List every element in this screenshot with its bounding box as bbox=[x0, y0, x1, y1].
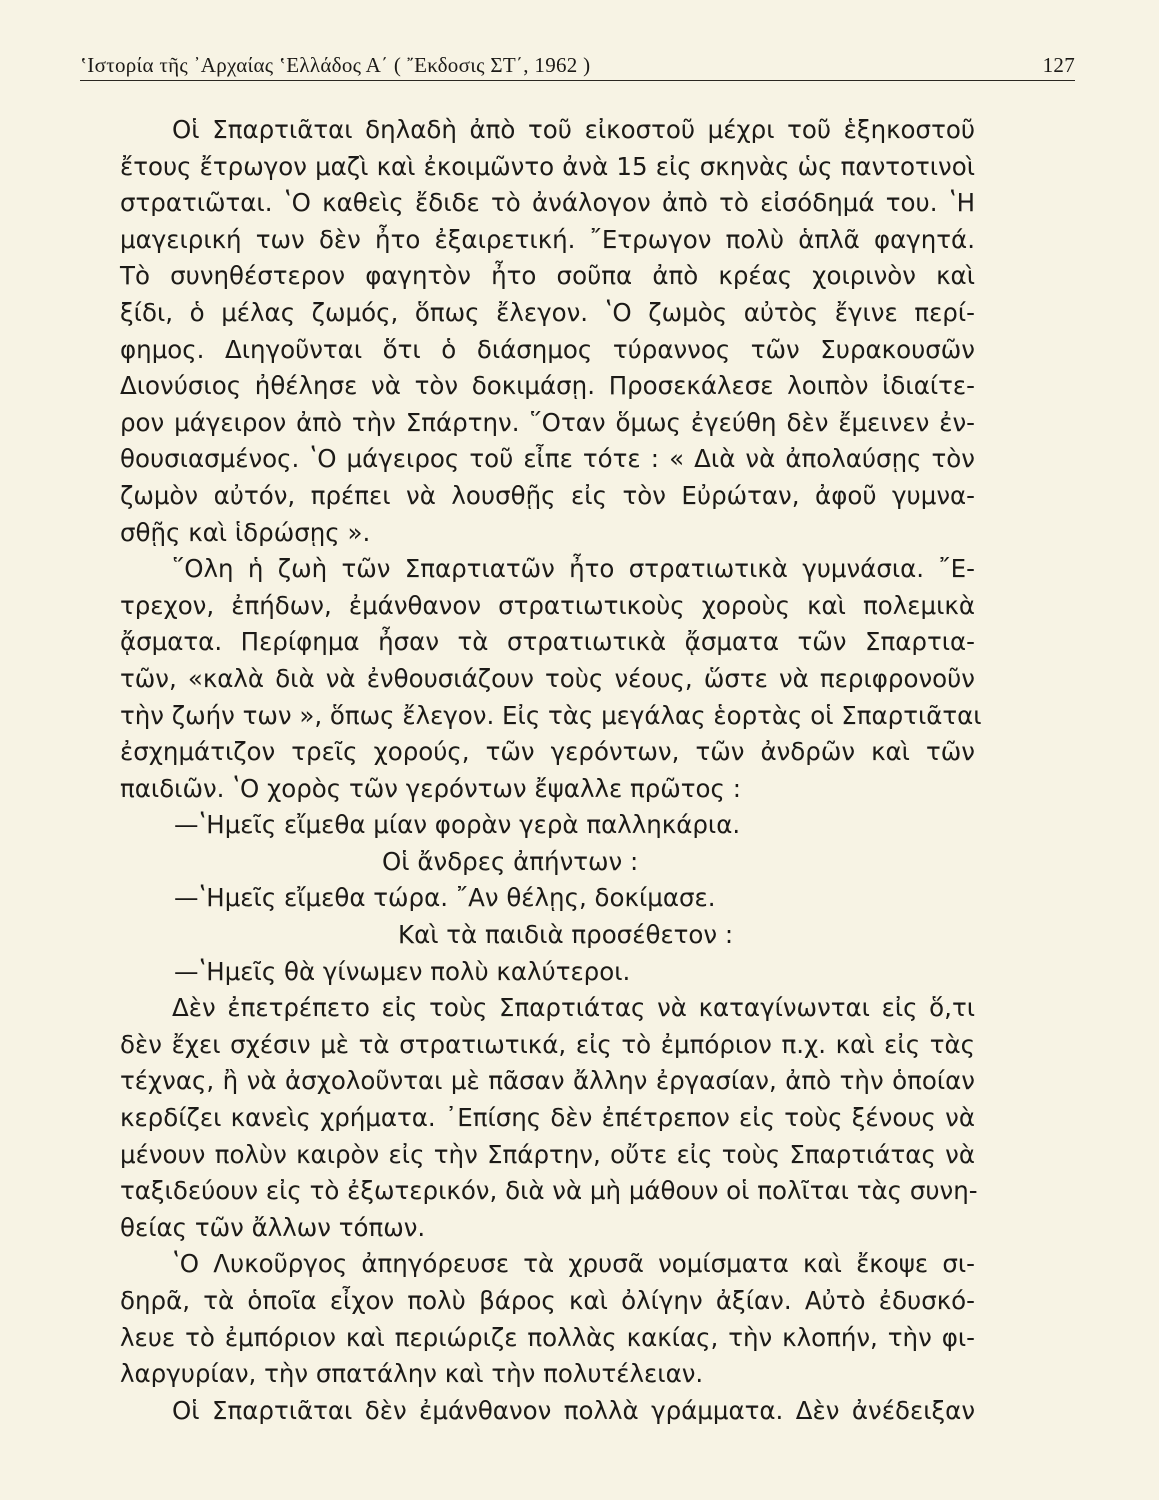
text-line: τῶν, «καλὰ διὰ νὰ ἐνθουσιάζουν τοὺς νέους, ὥστε νὰ περιφρονοῦν bbox=[120, 663, 975, 693]
text-line: ῞Ολη ἡ ζωὴ τῶν Σπαρτιατῶν ἦτο στρατιωτικὰ γυμνάσια. ῎Ε- bbox=[172, 554, 975, 584]
page-number: 127 bbox=[1042, 53, 1075, 77]
header-rule bbox=[80, 80, 1075, 81]
text-line: σθῇς καὶ ἱδρώσῃς ». bbox=[120, 517, 371, 547]
text-line: μαγειρική των δὲν ἦτο ἐξαιρετική. ῎Ετρωγον πολὺ ἁπλᾶ φαγητά. bbox=[120, 224, 975, 254]
text-line: θουσιασμένος. ʽΟ μάγειρος τοῦ εἶπε τότε : « Διὰ νὰ ἀπολαύσῃς τὸν bbox=[120, 444, 975, 474]
text-line: μένουν πολὺν καιρὸν εἰς τὴν Σπάρτην, οὔτε εἰς τοὺς Σπαρτιάτας νὰ bbox=[120, 1139, 975, 1169]
text-line: ᾄσματα. Περίφημα ἦσαν τὰ στρατιωτικὰ ᾄσματα τῶν Σπαρτια- bbox=[120, 627, 975, 657]
text-line: Τὸ συνηθέστερον φαγητὸν ἦτο σοῦπα ἀπὸ κρέας χοιρινὸν καὶ bbox=[120, 261, 975, 291]
running-header bbox=[80, 44, 1075, 78]
running-title: ʽΙστορία τῆς ᾽Αρχαίας ʽΕλλάδος Α΄ ( ῎Εκδοσις ΣΤ΄, 1962 ) bbox=[80, 53, 591, 77]
dialogue-line: —ʽΗμεῖς εἴμεθα μίαν φορὰν γερὰ παλληκάρια. bbox=[174, 810, 741, 840]
text-line: τὴν ζωήν των », ὅπως ἔλεγον. Εἰς τὰς μεγάλας ἑορτὰς οἱ Σπαρτιᾶται bbox=[120, 700, 982, 730]
text-line: Διονύσιος ἠθέλησε νὰ τὸν δοκιμάσῃ. Προσεκάλεσε λοιπὸν ἰδιαίτε- bbox=[120, 371, 975, 401]
text-line: ζωμὸν αὐτόν, πρέπει νὰ λουσθῇς εἰς τὸν Εὐρώταν, ἀφοῦ γυμνα- bbox=[120, 480, 975, 510]
text-line: θείας τῶν ἄλλων τόπων. bbox=[120, 1212, 426, 1242]
text-line: τρεχον, ἐπήδων, ἐμάνθανον στρατιωτικοὺς χοροὺς καὶ πολεμικὰ bbox=[120, 590, 975, 620]
text-line: ταξιδεύουν εἰς τὸ ἐξωτερικόν, διὰ νὰ μὴ μάθουν οἱ πολῖται τὰς συνη- bbox=[120, 1176, 978, 1206]
text-line: δηρᾶ, τὰ ὁποῖα εἶχον πολὺ βάρος καὶ ὀλίγην ἀξίαν. Αὐτὸ ἐδυσκό- bbox=[120, 1286, 975, 1315]
text-line: Δὲν ἐπετρέπετο εἰς τοὺς Σπαρτιάτας νὰ καταγίνωνται εἰς ὅ,τι bbox=[172, 993, 975, 1023]
text-line: δὲν ἔχει σχέσιν μὲ τὰ στρατιωτικά, εἰς τὸ ἐμπόριον π.χ. καὶ εἰς τὰς bbox=[120, 1029, 975, 1059]
text-line: Οἱ Σπαρτιᾶται δὲν ἐμάνθανον πολλὰ γράμματα. Δὲν ἀνέδειξαν bbox=[172, 1395, 975, 1425]
text-line: ρον μάγειρον ἀπὸ τὴν Σπάρτην. ῞Οταν ὅμως ἐγεύθη δὲν ἔμεινεν ἐν- bbox=[120, 407, 975, 437]
text-line: παιδιῶν. ʽΟ χορὸς τῶν γερόντων ἔψαλλε πρῶτος : bbox=[120, 773, 741, 803]
text-line: ʽΟ Λυκοῦργος ἀπηγόρευσε τὰ χρυσᾶ νομίσματα καὶ ἔκοψε σι- bbox=[172, 1249, 975, 1279]
speaker-cue: Οἱ ἄνδρες ἀπήντων : bbox=[382, 846, 639, 876]
text-line: ξίδι, ὁ μέλας ζωμός, ὅπως ἔλεγον. ʽΟ ζωμὸς αὐτὸς ἔγινε περί- bbox=[120, 297, 975, 327]
text-line: λευε τὸ ἐμπόριον καὶ περιώριζε πολλὰς κακίας, τὴν κλοπήν, τὴν φι- bbox=[120, 1322, 975, 1352]
text-line: λαργυρίαν, τὴν σπατάλην καὶ τὴν πολυτέλειαν. bbox=[120, 1359, 704, 1389]
dialogue-line: —ʽΗμεῖς εἴμεθα τώρα. ῎Αν θέλῃς, δοκίμασε. bbox=[174, 883, 716, 913]
text-line: φημος. Διηγοῦνται ὅτι ὁ διάσημος τύραννος τῶν Συρακουσῶν bbox=[120, 334, 975, 364]
text-line: κερδίζει κανεὶς χρήματα. ᾽Επίσης δὲν ἐπέτρεπον εἰς τοὺς ξένους νὰ bbox=[120, 1103, 975, 1133]
body-text bbox=[120, 112, 982, 1429]
text-line: ἐσχημάτιζον τρεῖς χορούς, τῶν γερόντων, τῶν ἀνδρῶν καὶ τῶν bbox=[120, 737, 975, 767]
text-line: τέχνας, ἢ νὰ ἀσχολοῦνται μὲ πᾶσαν ἄλλην ἐργασίαν, ἀπὸ τὴν ὁποίαν bbox=[120, 1066, 975, 1096]
dialogue-line: —ʽΗμεῖς θὰ γίνωμεν πολὺ καλύτεροι. bbox=[174, 956, 631, 986]
text-line: στρατιῶται. ʽΟ καθεὶς ἔδιδε τὸ ἀνάλογον ἀπὸ τὸ εἰσόδημά του. ʽΗ bbox=[120, 188, 975, 218]
speaker-cue: Καὶ τὰ παιδιὰ προσέθετον : bbox=[398, 920, 734, 950]
text-line: ἔτους ἔτρωγον μαζὶ καὶ ἐκοιμῶντο ἀνὰ 15 εἰς σκηνὰς ὡς παντοτινοὶ bbox=[120, 151, 975, 181]
text-line: Οἱ Σπαρτιᾶται δηλαδὴ ἀπὸ τοῦ εἰκοστοῦ μέχρι τοῦ ἑξηκοστοῦ bbox=[172, 115, 975, 144]
